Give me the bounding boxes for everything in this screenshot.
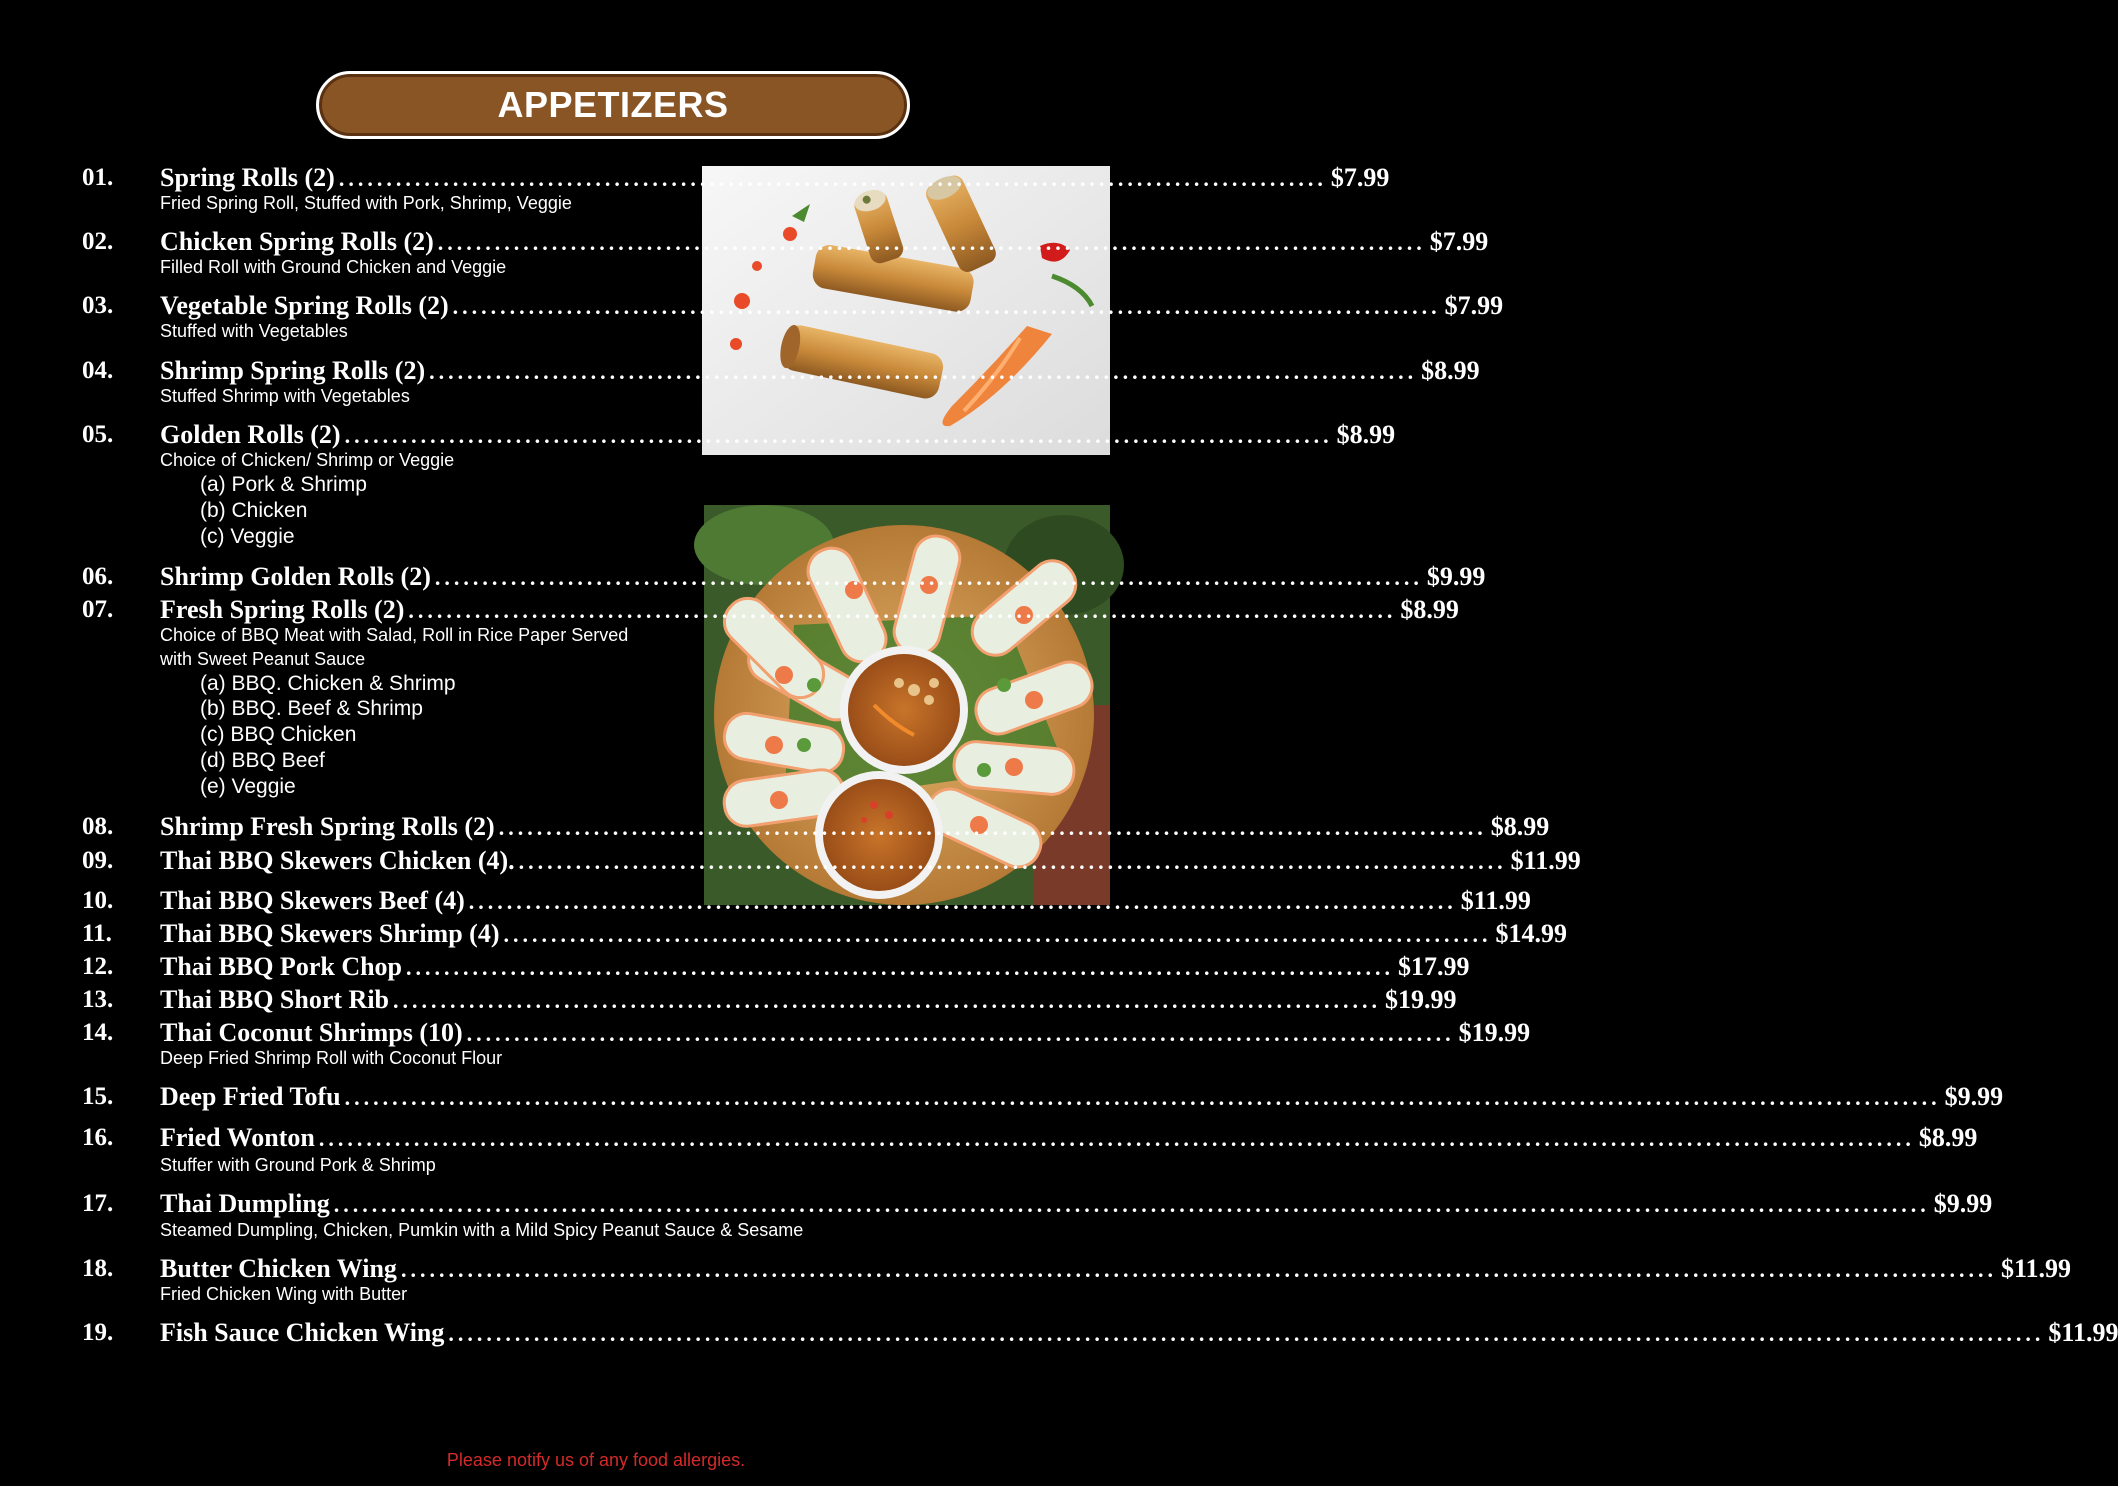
- menu-item: [0, 595, 1459, 625]
- item-line: [160, 227, 1489, 257]
- item-number: 10.: [82, 887, 114, 914]
- item-number: 11.: [82, 920, 112, 947]
- item-description: Fried Chicken Wing with Butter: [160, 1284, 408, 1304]
- menu-item: [0, 1018, 1531, 1048]
- item-option: (d) BBQ Beef: [200, 749, 325, 772]
- item-name: Fried Wonton: [160, 1123, 315, 1152]
- item-number: 03.: [82, 292, 114, 319]
- item-name: Deep Fried Tofu: [160, 1082, 341, 1111]
- dot-leader: ........................................................................................................................................................................: [344, 1085, 1941, 1110]
- item-name: Butter Chicken Wing: [160, 1254, 397, 1283]
- menu-item: [0, 952, 1470, 982]
- item-description: Choice of Chicken/ Shrimp or Veggie: [160, 450, 455, 470]
- item-number: 06.: [82, 563, 114, 590]
- item-number: 13.: [82, 986, 114, 1013]
- item-line: [160, 1082, 2004, 1112]
- item-name: Chicken Spring Rolls (2): [160, 227, 434, 256]
- section-title: APPETIZERS: [497, 84, 729, 125]
- item-name: Shrimp Fresh Spring Rolls (2): [160, 812, 495, 841]
- menu-item: [0, 919, 1567, 949]
- item-line: [160, 595, 1459, 625]
- item-line: [160, 163, 1390, 193]
- item-option: (a) Pork & Shrimp: [200, 473, 367, 496]
- item-price: $17.99: [1398, 952, 1470, 981]
- menu-item: [0, 846, 1581, 876]
- dot-leader: ........................................................................................................: [338, 166, 1327, 191]
- item-number: 15.: [82, 1083, 114, 1110]
- item-number: 01.: [82, 164, 114, 191]
- menu-item: [0, 1189, 1993, 1219]
- item-price: $7.99: [1429, 227, 1489, 256]
- item-price: $11.99: [1460, 886, 1531, 915]
- item-line: [160, 356, 1480, 386]
- item-line: [160, 420, 1396, 450]
- allergy-notice: Please notify us of any food allergies.: [446, 1450, 746, 1470]
- menu-item: [0, 1123, 1978, 1153]
- item-description: Choice of BBQ Meat with Salad, Roll in Rice Paper Served: [160, 625, 629, 645]
- section-banner: [316, 71, 910, 139]
- item-name: Thai Coconut Shrimps (10): [160, 1018, 463, 1047]
- menu-item: [0, 812, 1550, 842]
- dot-leader: ........................................................................................................: [518, 849, 1507, 874]
- dot-leader: ........................................................................................................: [408, 598, 1397, 623]
- item-line: [160, 846, 1581, 876]
- item-name: Thai BBQ Skewers Shrimp (4): [160, 919, 500, 948]
- item-name: Thai BBQ Pork Chop: [160, 952, 403, 981]
- menu-item: [0, 1254, 2072, 1284]
- menu-item: [0, 1082, 2004, 1112]
- item-line: [160, 812, 1550, 842]
- item-price: $9.99: [1426, 562, 1486, 591]
- menu-item: [0, 356, 1480, 386]
- item-line: [160, 985, 1457, 1015]
- item-number: 16.: [82, 1124, 114, 1151]
- menu-item: [0, 886, 1531, 916]
- item-name: Thai BBQ Short Rib: [160, 985, 390, 1014]
- dot-leader: ........................................................................................................: [393, 988, 1382, 1013]
- item-name: Thai Dumpling: [160, 1189, 330, 1218]
- item-name: Spring Rolls (2): [160, 163, 335, 192]
- item-number: 02.: [82, 228, 114, 255]
- item-line: [160, 1254, 2072, 1284]
- dot-leader: ........................................................................................................: [434, 565, 1423, 590]
- dot-leader: ........................................................................................................: [429, 359, 1418, 384]
- dot-leader: ........................................................................................................: [466, 1021, 1455, 1046]
- item-price: $7.99: [1330, 163, 1390, 192]
- item-number: 08.: [82, 813, 114, 840]
- item-line: [160, 952, 1470, 982]
- item-price: $19.99: [1458, 1018, 1531, 1047]
- item-description: Stuffer with Ground Pork & Shrimp: [160, 1155, 436, 1175]
- dot-leader: ........................................................................................................: [503, 922, 1492, 947]
- menu-item: [0, 291, 1504, 321]
- item-name: Fresh Spring Rolls (2): [160, 595, 405, 624]
- item-option: (c) BBQ Chicken: [200, 723, 357, 746]
- item-name: Vegetable Spring Rolls (2): [160, 291, 449, 320]
- dot-leader: ........................................................................................................: [468, 889, 1457, 914]
- menu-item: [0, 985, 1457, 1015]
- item-description: Stuffed Shrimp with Vegetables: [160, 386, 410, 406]
- dot-leader: ........................................................................................................: [344, 423, 1333, 448]
- item-number: 04.: [82, 357, 114, 384]
- item-price: $14.99: [1495, 919, 1567, 948]
- menu-item: [0, 1318, 2118, 1348]
- item-price: $19.99: [1385, 985, 1457, 1014]
- item-number: 09.: [82, 847, 114, 874]
- item-option: (c) Veggie: [200, 525, 295, 548]
- item-option: (b) Chicken: [200, 499, 308, 522]
- item-option: (b) BBQ. Beef & Shrimp: [200, 697, 423, 720]
- item-description: Steamed Dumpling, Chicken, Pumkin with a Mild Spicy Peanut Sauce & Sesame: [160, 1220, 804, 1240]
- item-price: $11.99: [2000, 1254, 2072, 1283]
- item-price: $9.99: [1944, 1082, 2004, 1111]
- item-number: 14.: [82, 1019, 114, 1046]
- item-name: Shrimp Golden Rolls (2): [160, 562, 431, 591]
- menu-item: [0, 420, 1396, 450]
- item-description: Filled Roll with Ground Chicken and Veggie: [160, 257, 507, 277]
- dot-leader: ........................................................................................................: [452, 294, 1441, 319]
- item-line: [160, 886, 1531, 916]
- dot-leader: ........................................................................................................: [406, 955, 1395, 980]
- item-name: Shrimp Spring Rolls (2): [160, 356, 426, 385]
- item-number: 19.: [82, 1319, 114, 1346]
- item-number: 05.: [82, 421, 114, 448]
- item-description-continued: with Sweet Peanut Sauce: [160, 649, 366, 669]
- item-price: $8.99: [1490, 812, 1550, 841]
- item-price: $11.99: [1510, 846, 1581, 875]
- dot-leader: ........................................................................................................: [437, 230, 1426, 255]
- item-name: Fish Sauce Chicken Wing: [160, 1318, 445, 1347]
- item-description: Deep Fried Shrimp Roll with Coconut Flour: [160, 1048, 503, 1068]
- item-price: $9.99: [1933, 1189, 1993, 1218]
- item-number: 07.: [82, 596, 114, 623]
- item-description: Stuffed with Vegetables: [160, 321, 348, 341]
- item-line: [160, 1318, 2118, 1348]
- dot-leader: ........................................................................................................................................................................: [400, 1257, 1997, 1282]
- item-price: $11.99: [2048, 1318, 2118, 1347]
- item-number: 12.: [82, 953, 114, 980]
- item-price: $8.99: [1400, 595, 1459, 624]
- item-name: Thai BBQ Skewers Beef (4): [160, 886, 465, 915]
- dot-leader: ........................................................................................................................................................................: [318, 1126, 1915, 1151]
- dot-leader: ........................................................................................................................................................................: [333, 1192, 1930, 1217]
- item-line: [160, 291, 1504, 321]
- dot-leader: ........................................................................................................................................................................: [448, 1321, 2045, 1346]
- menu-item: [0, 562, 1486, 592]
- item-line: [160, 1018, 1531, 1048]
- item-description: Fried Spring Roll, Stuffed with Pork, Shrimp, Veggie: [160, 193, 572, 213]
- item-price: $8.99: [1918, 1123, 1978, 1152]
- item-line: [160, 1189, 1993, 1219]
- item-line: [160, 1123, 1978, 1153]
- menu-item: [0, 227, 1489, 257]
- item-price: $7.99: [1444, 291, 1504, 320]
- item-name: Golden Rolls (2): [160, 420, 341, 449]
- item-price: $8.99: [1336, 420, 1396, 449]
- item-name: Thai BBQ Skewers Chicken (4).: [160, 846, 515, 875]
- item-option: (e) Veggie: [200, 775, 296, 798]
- menu-item: [0, 163, 1390, 193]
- item-line: [160, 919, 1567, 949]
- item-option: (a) BBQ. Chicken & Shrimp: [200, 672, 456, 695]
- dot-leader: ........................................................................................................: [498, 815, 1487, 840]
- item-line: [160, 562, 1486, 592]
- item-number: 18.: [82, 1255, 114, 1282]
- item-price: $8.99: [1421, 356, 1480, 385]
- item-number: 17.: [82, 1190, 114, 1217]
